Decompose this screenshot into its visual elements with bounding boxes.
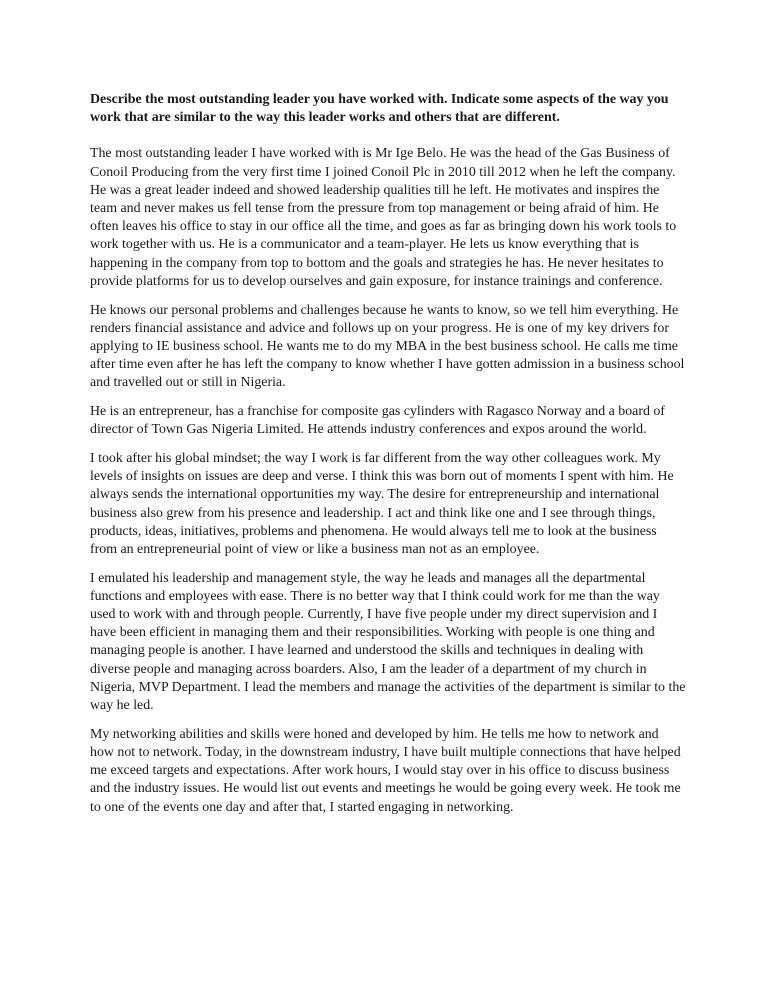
paragraph-1: The most outstanding leader I have worked with is Mr Ige Belo. He was the head of the Gas Business of Conoil Producing from the very first time I joined Conoil Plc in 2010 till 2012 when he left the company. He was a great leader indeed and showed leadership qualities till he left. He motivates and inspires the team and never makes us fell tense from the pressure from top management or being afraid of him. He often leaves his office to stay in our office all the time, and goes as far as bringing down his work tools to work together with us. He is a communicator and a team-player. He lets us know everything that is happening in the company from top to bottom and the goals and strategies he has. He never hesitates to provide platforms for us to develop ourselves and gain exposure, for instance trainings and conference. (90, 146, 677, 289)
paragraph-3: He is an entrepreneur, has a franchise for composite gas cylinders with Ragasco Norway and a board of director of Town Gas Nigeria Limited. He attends industry conferences and expos around the world. (90, 404, 665, 438)
paragraph-4: I took after his global mindset; the way I work is far different from the way other colleagues work. My levels of insights on issues are deep and verse. I think this was born out of moments I spent with him. He always sends the international opportunities my way. The desire for entrepreneurship and international business also grew from his presence and leadership. I act and think like one and I see through things, products, ideas, initiatives, problems and phenomena. He would always tell me to look at the business from an entrepreneurial point of view or like a business man not as an employee. (90, 450, 674, 557)
essay-question: Describe the most outstanding leader you have worked with. Indicate some aspects of the way you work that are similar to the way this leader works and others that are different. (90, 92, 669, 126)
paragraph-5: I emulated his leadership and management style, the way he leads and manages all the departmental functions and employees with ease. There is no better way that I think could work for me than the way used to work with and through people. Currently, I have five people under my direct supervision and I have been efficient in managing them and their responsibilities. Working with people is one thing and managing people is another. I have learned and understood the skills and techniques in dealing with diverse people and managing across boarders. Also, I am the leader of a department of my church in Nigeria, MVP Department. I lead the members and manage the activities of the department is similar to the way he led. (90, 570, 686, 714)
paragraph-6: My networking abilities and skills were honed and developed by him. He tells me how to network and how not to network. Today, in the downstream industry, I have built multiple connections that have helped me exceed targets and expectations. After work hours, I would stay over in his office to discuss business and the industry issues. He would list out events and meetings he would be going every week. He took me to one of the events one day and after that, I started engaging in networking. (90, 726, 681, 815)
paragraph-2: He knows our personal problems and challenges because he wants to know, so we tell him everything. He renders financial assistance and advice and follows up on your progress. He is one of my key drivers for applying to IE business school. He wants me to do my MBA in the best business school. He calls me time after time even after he has left the company to know whether I have gotten admission in a business school and travelled out or still in Nigeria. (90, 302, 685, 391)
document-page (90, 91, 686, 827)
